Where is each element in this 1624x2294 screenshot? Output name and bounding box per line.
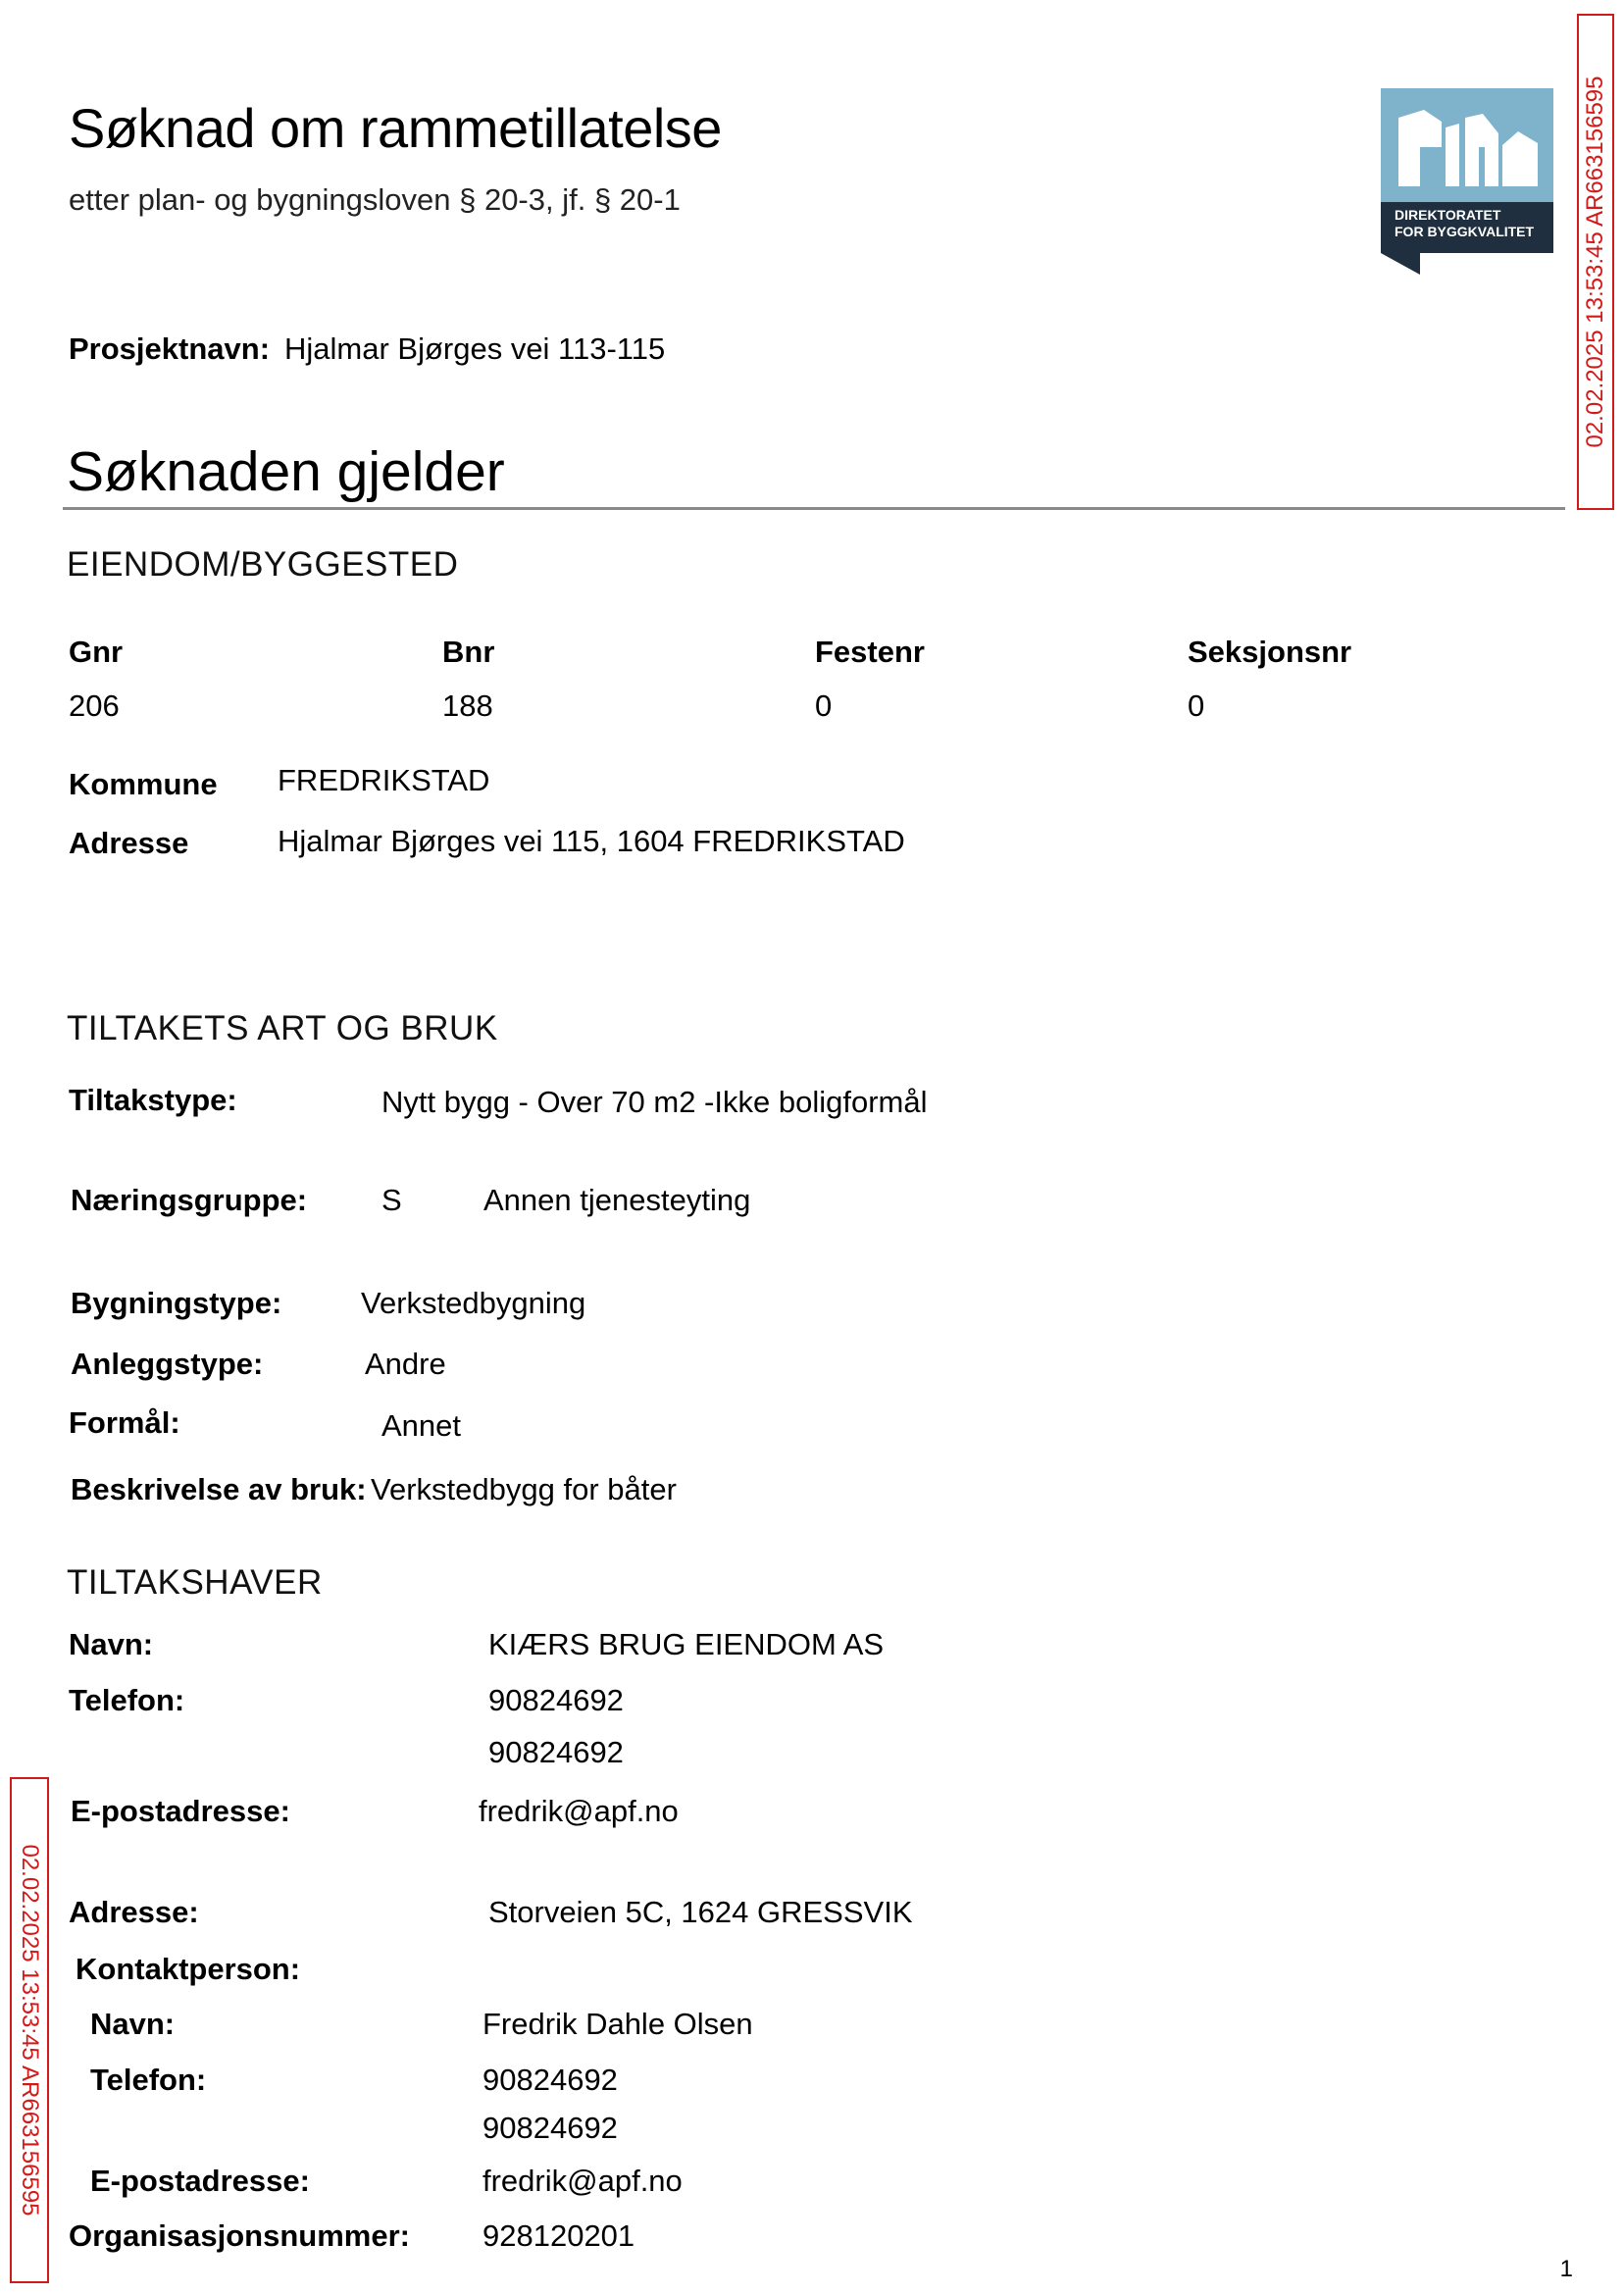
kontakt-telefon-label: Telefon: [90, 2063, 207, 2097]
kontaktperson-label: Kontaktperson: [76, 1952, 301, 1986]
project-value: Hjalmar Bjørges vei 113-115 [284, 331, 666, 366]
adresse-value: Hjalmar Bjørges vei 115, 1604 FREDRIKSTAD [278, 824, 905, 858]
logo-text-line2: FOR BYGGKVALITET [1395, 224, 1535, 239]
kommune-value: FREDRIKSTAD [278, 763, 490, 797]
bygningstype-value: Verkstedbygning [361, 1286, 586, 1320]
kontakt-epost-label: E-postadresse: [90, 2164, 310, 2198]
received-stamp-top [1577, 14, 1614, 510]
th-adresse-label: Adresse: [69, 1895, 199, 1929]
project-label: Prosjektnavn: [69, 331, 271, 366]
tiltakstype-value: Nytt bygg - Over 70 m2 -Ikke boligformål [381, 1085, 928, 1119]
tiltakstype-label: Tiltakstype: [69, 1083, 237, 1117]
telefon-value-1: 90824692 [488, 1683, 624, 1717]
seksjonsnr-value: 0 [1188, 688, 1205, 723]
telefon-label: Telefon: [69, 1683, 185, 1717]
adresse-label: Adresse [69, 826, 189, 860]
kontakt-navn-value: Fredrik Dahle Olsen [482, 2007, 753, 2041]
festenr-value: 0 [815, 688, 833, 723]
bnr-value: 188 [442, 688, 493, 723]
naeringsgruppe-code: S [381, 1183, 402, 1217]
tiltak-heading: TILTAKETS ART OG BRUK [67, 1009, 498, 1047]
formal-label: Formål: [69, 1405, 180, 1440]
page-subtitle: etter plan- og bygningsloven § 20-3, jf. § 20-1 [69, 182, 681, 217]
anleggstype-value: Andre [365, 1347, 446, 1381]
navn-label: Navn: [69, 1627, 154, 1661]
beskrivelse-value: Verkstedbygg for båter [371, 1472, 677, 1506]
naeringsgruppe-label: Næringsgruppe: [71, 1183, 308, 1217]
formal-value: Annet [381, 1408, 462, 1443]
dibk-logo [1381, 88, 1553, 275]
tiltakshaver-heading: TILTAKSHAVER [67, 1563, 323, 1602]
telefon-value-2: 90824692 [488, 1735, 624, 1769]
bnr-header: Bnr [442, 635, 495, 669]
page-title: Søknad om rammetillatelse [69, 97, 722, 159]
gnr-header: Gnr [69, 635, 124, 669]
epost-value: fredrik@apf.no [479, 1794, 679, 1828]
stamp-text-left: 02.02.2025 13:53:45 AR663156595 [17, 1844, 43, 2217]
kontakt-navn-label: Navn: [90, 2007, 176, 2041]
th-adresse-value: Storveien 5C, 1624 GRESSVIK [488, 1895, 913, 1929]
festenr-header: Festenr [815, 635, 925, 669]
beskrivelse-label: Beskrivelse av bruk: [71, 1472, 367, 1506]
naeringsgruppe-value: Annen tjenesteyting [483, 1183, 751, 1217]
page-number: 1 [1559, 2256, 1573, 2282]
bygningstype-label: Bygningstype: [71, 1286, 282, 1320]
seksjonsnr-header: Seksjonsnr [1188, 635, 1352, 669]
stamp-text-top: 02.02.2025 13:53:45 AR663156595 [1582, 76, 1608, 448]
anleggstype-label: Anleggstype: [71, 1347, 264, 1381]
logo-text-line1: DIREKTORATET [1395, 207, 1501, 223]
kontakt-epost-value: fredrik@apf.no [482, 2164, 683, 2198]
kontakt-telefon-value-1: 90824692 [482, 2063, 618, 2097]
navn-value: KIÆRS BRUG EIENDOM AS [488, 1627, 885, 1661]
property-heading: EIENDOM/BYGGESTED [67, 545, 459, 584]
orgnr-value: 928120201 [482, 2218, 635, 2253]
kontakt-telefon-value-2: 90824692 [482, 2111, 618, 2145]
gnr-value: 206 [69, 688, 120, 723]
section-divider [63, 507, 1565, 510]
kommune-label: Kommune [69, 767, 218, 801]
section-title: Søknaden gjelder [67, 440, 505, 503]
received-stamp-left [10, 1777, 49, 2283]
orgnr-label: Organisasjonsnummer: [69, 2218, 410, 2253]
epost-label: E-postadresse: [71, 1794, 290, 1828]
